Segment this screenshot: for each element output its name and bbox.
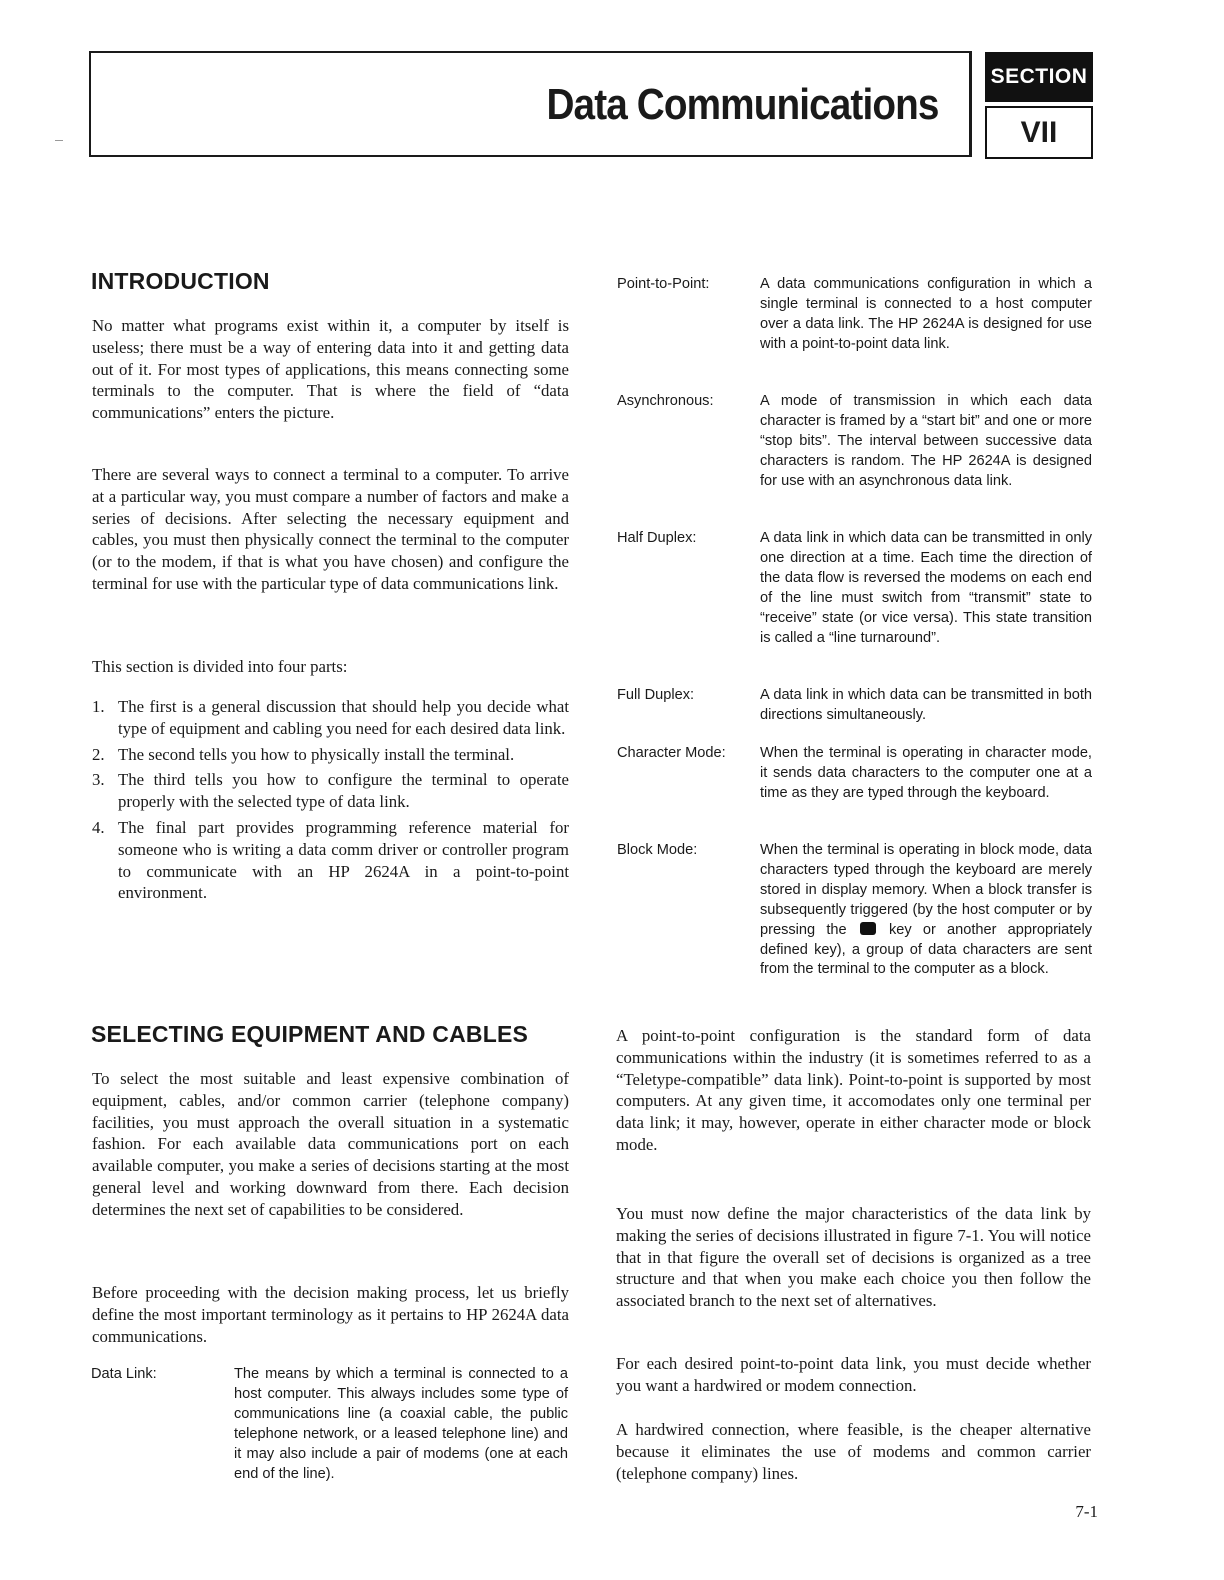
intro-paragraph-3: This section is divided into four parts: (92, 657, 348, 676)
list-number: 4. (92, 817, 105, 837)
list-text: The third tells you how to configure the terminal to operate properly with the selected type of data link. (118, 770, 569, 812)
list-item (92, 744, 569, 766)
term-half-duplex: Half Duplex: (617, 530, 697, 546)
term-data-link: Data Link: (91, 1366, 157, 1382)
term-full-duplex: Full Duplex: (617, 687, 695, 703)
right-paragraph-2: You must now define the major characteristics of the data link by making the series of decisions illustrated in figure 7-1. You will notice that in that figure the overall set of decisions is organized as a tree structure and that when you make each choice you then follow the associated branch to the next set of alternatives. (616, 1204, 1091, 1311)
page-number: 7-1 (1075, 1502, 1098, 1521)
list-item (92, 696, 569, 740)
page-title: Data Communications (546, 80, 939, 129)
selecting-paragraph-1: To select the most suitable and least expensive combination of equipment, cables, and/or common carrier (telephone company) facilities, you must approach the overall situation in a systematic fashion. For each available data communications port on each available computer, you make a series of decisions starting at the most general level and working downward from there. Each decision determines the next set of capabilities to be considered. (92, 1069, 569, 1219)
term-character-mode: Character Mode: (617, 745, 726, 761)
list-text: The final part provides programming reference material for someone who is writing a data comm driver or controller program to communicate with an HP 2624A in a point-to-point environment. (118, 817, 569, 903)
definition-data-link: The means by which a terminal is connected to a host computer. This always includes some type of communications line (a coaxial cable, the public telephone network, or a leased telephone line) and it may also include a pair of modems (one at each end of the line). (234, 1366, 568, 1482)
list-number: 1. (92, 697, 105, 716)
definition-block-mode (760, 841, 1092, 980)
definition-asynchronous: A mode of transmission in which each data character is framed by a “start bit” and one or more “stop bits”. The interval between successive data characters is random. The HP 2624A is designed for use with an asynchronous data link. (760, 393, 1092, 489)
definition-block-mode-part-a: When the terminal is operating in block mode, data characters typed through the keyboard are merely stored in display memory. When a block transfer is subsequently triggered (by the host computer or by pressing the (760, 842, 1092, 938)
term-asynchronous: Asynchronous: (617, 393, 714, 409)
definition-full-duplex: A data link in which data can be transmitted in both directions simultaneously. (760, 687, 1092, 723)
definition-point-to-point: A data communications configuration in which a single terminal is connected to a host computer over a data link. The HP 2624A is designed for use with a point-to-point data link. (760, 276, 1092, 352)
intro-parts-list (92, 696, 569, 908)
list-number: 2. (92, 744, 105, 764)
right-paragraph-4: A hardwired connection, where feasible, is the cheaper alternative because it eliminates the use of modems and common carrier (telephone company) lines. (616, 1420, 1091, 1483)
selecting-paragraph-2: Before proceeding with the decision making process, let us briefly define the most important terminology as it pertains to HP 2624A data communications. (92, 1283, 569, 1346)
list-number: 3. (92, 770, 105, 790)
section-label: SECTION (985, 52, 1093, 102)
intro-heading: INTRODUCTION (91, 268, 270, 294)
margin-tick (55, 140, 63, 141)
term-point-to-point: Point-to-Point: (617, 276, 710, 292)
term-block-mode: Block Mode: (617, 842, 698, 858)
list-item (92, 769, 569, 813)
list-text: The second tells you how to physically install the terminal. (118, 744, 515, 764)
definition-half-duplex: A data link in which data can be transmitted in only one direction at a time. Each time the direction of the data flow is reversed the modems on each end of the line must switch from “transmit” state to “receive” state (or vice versa). This state transition is called a “line turnaround”. (760, 530, 1092, 646)
list-text: The first is a general discussion that should help you decide what type of equipment and cabling you need for each desired data link. (118, 697, 569, 738)
list-item (92, 817, 569, 904)
intro-paragraph-2: There are several ways to connect a terminal to a computer. To arrive at a particular way, you must compare a number of factors and make a series of decisions. After selecting the necessary equipment and cables, you must then physically connect the terminal to the computer (or to the modem, if that is what you have chosen) and configure the terminal for use with the particular type of data communications link. (92, 465, 569, 593)
selecting-heading: SELECTING EQUIPMENT AND CABLES (91, 1021, 529, 1047)
intro-paragraph-1: No matter what programs exist within it, a computer by itself is useless; there must be a way of entering data into it and getting data out of it. For most types of applications, this means connecting some terminals to the computer. That is where the field of “data communications” enters the picture. (92, 316, 569, 423)
definition-block-mode-part-b: key or another appropriately defined key), a group of data characters are sent from the terminal to the computer as a block. (760, 921, 1093, 978)
section-number: VII (985, 106, 1093, 159)
right-paragraph-1: A point-to-point configuration is the standard form of data communications within the industry (it is sometimes referred to as a “Teletype-compatible” data link). Point-to-point is supported by most computers. At any given time, it accomodates only one terminal per data link; it may, however, operate in either character mode or block mode. (616, 1026, 1091, 1154)
right-paragraph-3: For each desired point-to-point data link, you must decide whether you want a hardwired or modem connection. (616, 1354, 1091, 1395)
enter-key-icon (860, 922, 876, 935)
definition-character-mode: When the terminal is operating in character mode, it sends data characters to the computer one at a time as they are typed through the keyboard. (760, 745, 1092, 801)
